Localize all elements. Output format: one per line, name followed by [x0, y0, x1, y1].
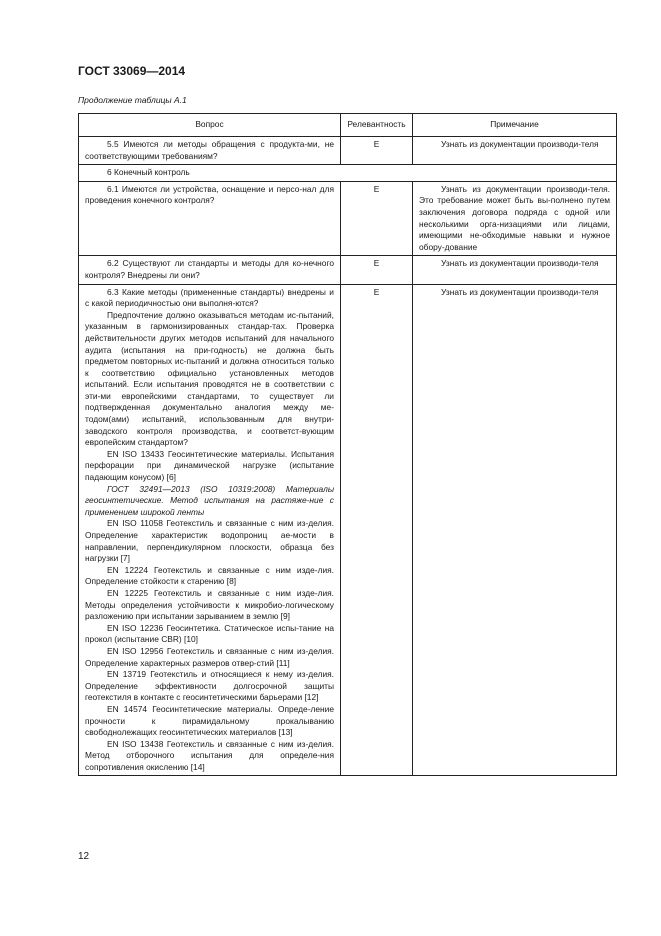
relevance-cell: E [341, 181, 413, 256]
table-row [79, 181, 617, 256]
standard-reference: EN ISO 11058 Геотекстиль и связанные с ним из-делия. Определение характеристик водопрониц ае-мости в направлении, перпендикулярном плоскости, образца без нагрузки [7] [85, 518, 334, 564]
section-row [79, 165, 617, 182]
standard-reference: EN ISO 13438 Геотекстиль и связанные с ним из-делия. Метод отборочного испытания для определе-ния сопротивления окислению [14] [85, 738, 334, 772]
standard-reference-gost: ГОСТ 32491—2013 (ISO 10319:2008) Материалы геосинтетические. Метод испытания на растяже-ние с применением широкой ленты [85, 483, 334, 517]
standard-reference: EN 12224 Геотекстиль и связанные с ним изде-лия. Определение стойкости к старению [8] [85, 564, 334, 587]
standard-reference: EN 12225 Геотекстиль и связанные с ним изде-лия. Методы определения устойчивости к микробио-логическому разложению при испытании зарыванием в землю [9] [85, 587, 334, 622]
question-cell [79, 284, 341, 776]
table-row [79, 137, 617, 165]
table-row [79, 256, 617, 284]
standard-reference: EN 14574 Геосинтетические материалы. Опреде-ление прочности к пирамидальному прокалыванию свободнолежащих геосинтетических материалов [13] [85, 703, 334, 738]
question-cell: 6.2 Существуют ли стандарты и методы для ко-нечного контроля? Внедрены ли они? [79, 256, 341, 284]
column-header-question: Вопрос [79, 114, 341, 137]
table-header-row [79, 114, 617, 137]
table-continuation-caption: Продолжение таблицы А.1 [78, 95, 187, 105]
question-cell: 6.1 Имеются ли устройства, оснащение и персо-нал для проведения конечного контроля? [79, 181, 341, 256]
question-paragraph: 6.3 Какие методы (примененные стандарты) внедрены и с какой периодичностью они выполня-ются? [85, 286, 334, 309]
standard-reference: EN ISO 12236 Геосинтетика. Статическое испы-тание на прокол (испытание CBR) [10] [85, 622, 334, 645]
note-cell: Узнать из документации производи-теля [413, 256, 617, 284]
question-paragraph: Предпочтение должно оказываться методам ис-пытаний, указанным в гармонизированных стандар-тах. Проверка действительности других методов испытаний для начального аудита (испытания на при-годность) не должна быть предметом повторных ис-пытаний и должна относиться только к соответствию официально установленных методов испытаний. Если испытания проводятся не в соответствии с эти-ми европейскими стандартами, то существует ли подтвержденная документально аналогия между ме-тодом(ами) испытаний, использованным для внутри-заводского контроля производства, и соответст-вующим европейским стандартом? [85, 309, 334, 448]
question-cell: 5.5 Имеются ли методы обращения с продукта-ми, не соответствующими требованиям? [79, 137, 341, 165]
standard-reference: EN 13719 Геотекстиль и относящиеся к нему из-делия. Определение эффективности долгосрочной защиты геотекстиля в контакте с геосинтетическими барьерами [12] [85, 669, 334, 703]
note-cell: Узнать из документации производи-теля [413, 137, 617, 165]
table-row [79, 284, 617, 776]
section-heading: 6 Конечный контроль [79, 165, 617, 182]
standard-reference: EN ISO 12956 Геотекстиль и связанные с ним из-делия. Определение характерных размеров отвер-стий [11] [85, 645, 334, 668]
relevance-cell: E [341, 256, 413, 284]
page-number: 12 [78, 851, 90, 862]
note-cell: Узнать из документации производи-теля [413, 284, 617, 776]
note-cell: Узнать из документации производи-теля. Это требование может быть вы-полнено путем заключения договора подряда с одной или несколькими орга-низациями или лицами, имеющими не-обходимые навыки и нужное обору-дование [413, 181, 617, 256]
standard-reference: EN ISO 13433 Геосинтетические материалы. Испытания перфорации при динамической нагрузке (испытание падающим конусом) [6] [85, 448, 334, 483]
column-header-relevance: Релевантность [341, 114, 413, 137]
column-header-note: Примечание [413, 114, 617, 137]
relevance-cell: E [341, 284, 413, 776]
document-title: ГОСТ 33069—2014 [78, 64, 186, 78]
requirements-table [78, 113, 617, 776]
relevance-cell: E [341, 137, 413, 165]
